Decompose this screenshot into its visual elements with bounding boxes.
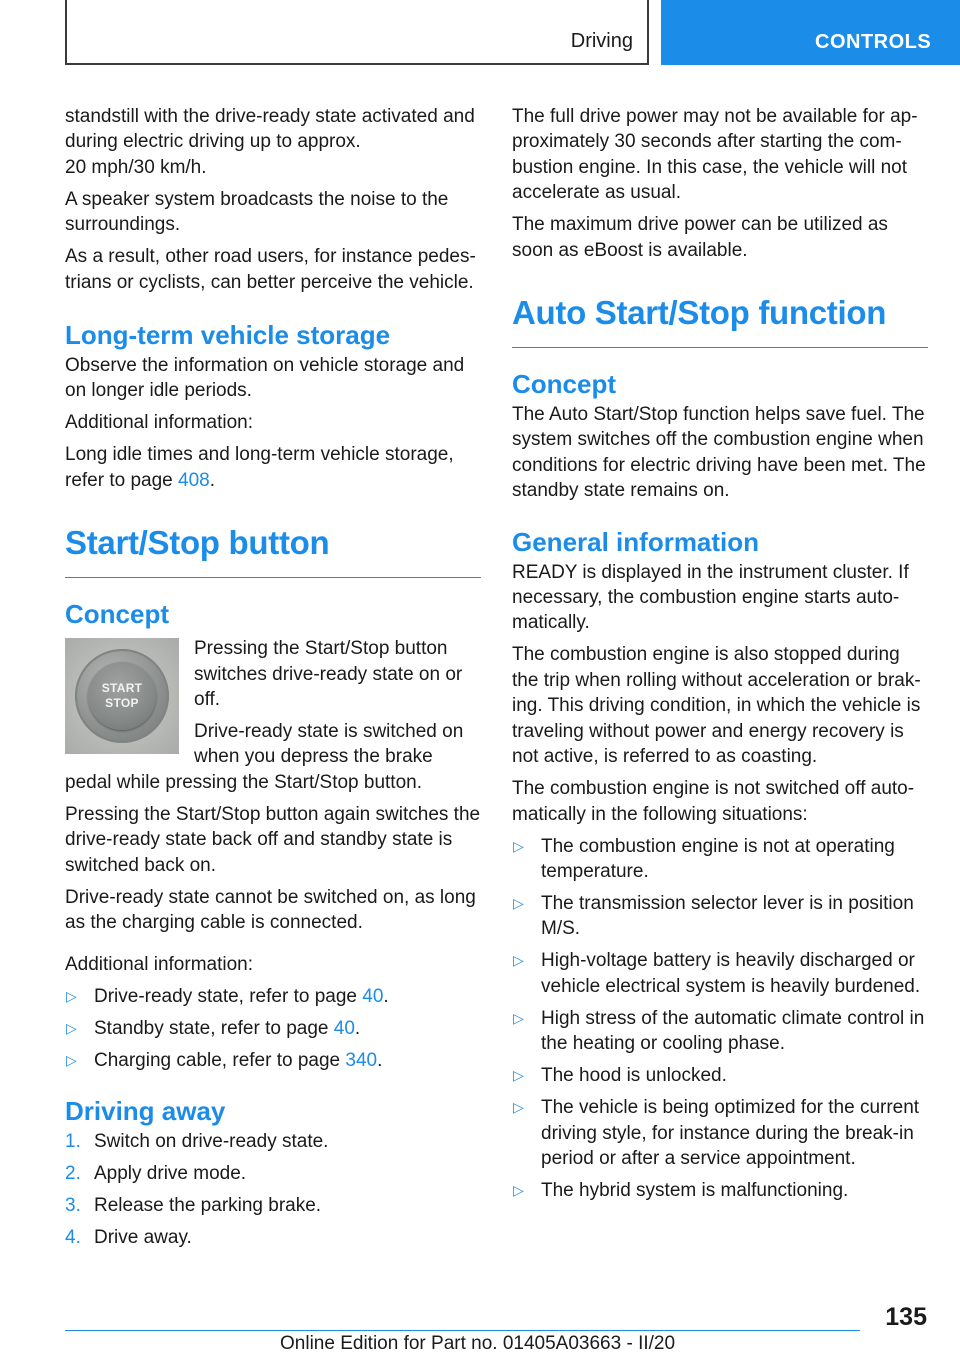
power-paragraph-1: The full drive power may not be available for approximately 30 seconds after starting the combustion engine. In this case, the vehicle will not accelerate as usual. — [512, 106, 918, 204]
situation-text: The combustion engine is not at operating temperature. — [541, 835, 895, 882]
storage-ref-text: Long idle times and long-term vehicle storage, refer to page — [65, 444, 454, 491]
header-chapter-title: CONTROLS — [815, 31, 932, 53]
step-text: Release the parking brake. — [94, 1194, 322, 1216]
footer-edition: Online Edition for Part no. 01405A03663 - II/20 — [280, 1333, 676, 1354]
step-number: 4. — [65, 1226, 81, 1248]
list-item — [512, 1095, 928, 1171]
situation-text: The hybrid system is malfunctioning. — [541, 1179, 849, 1201]
list-item: ▷ Drive-ready state, refer to page 40. — [65, 984, 481, 1009]
left-column — [65, 104, 481, 1257]
page-link-40[interactable]: 40 — [333, 1017, 355, 1039]
step-number: 3. — [65, 1194, 81, 1216]
footer-divider — [65, 1330, 860, 1331]
reference-list — [65, 984, 481, 1073]
button-label-start: START — [101, 681, 143, 696]
list-item — [65, 1225, 481, 1250]
additional-info-label: Additional information: — [65, 953, 253, 975]
concept-paragraph-4: Drive-ready state cannot be switched on, as long as the charging cable is connected. — [65, 886, 476, 934]
general-information-heading: General information — [512, 526, 760, 557]
power-paragraph-2: The maximum drive power can be utilized as soon as eBoost is available. — [512, 214, 888, 261]
step-number: 1. — [65, 1130, 81, 1152]
situation-text: The transmission selector lever is in position M/S. — [541, 892, 914, 940]
triangle-bullet-icon: ▷ — [513, 894, 524, 911]
list-item: ▷ Standby state, refer to page 40. — [65, 1016, 481, 1041]
ref-text: Drive-ready state, refer to page — [94, 985, 363, 1007]
concept-paragraph-3: Pressing the Start/Stop button again switches the drive-ready state back off and standby state is switched back on. — [65, 803, 481, 876]
button-label-stop: STOP — [105, 696, 139, 711]
triangle-bullet-icon: ▷ — [66, 1019, 77, 1036]
auto-start-stop-heading: Auto Start/Stop function — [512, 293, 928, 348]
triangle-bullet-icon: ▷ — [513, 1099, 524, 1116]
list-item — [65, 1193, 481, 1218]
step-text: Switch on drive-ready state. — [94, 1130, 329, 1152]
header-chapter-tab — [661, 0, 960, 65]
concept-paragraph-1: Pressing the Start/Stop button switches drive-ready state on or off. — [194, 638, 463, 711]
triangle-bullet-icon: ▷ — [513, 1181, 524, 1198]
step-text: Drive away. — [94, 1226, 192, 1248]
triangle-bullet-icon: ▷ — [513, 837, 524, 854]
intro-paragraph-2: A speaker system broadcasts the noise to the surroundings. — [65, 188, 449, 236]
header-section-box — [65, 0, 649, 65]
triangle-bullet-icon: ▷ — [66, 987, 77, 1004]
storage-heading: Long-term vehicle storage — [65, 320, 391, 351]
situations-list — [512, 834, 928, 1204]
list-item — [512, 1063, 928, 1088]
start-stop-button-image — [65, 638, 179, 754]
situation-text: High stress of the automatic climate control in the heating or cooling phase. — [541, 1007, 925, 1055]
triangle-bullet-icon: ▷ — [513, 1067, 524, 1084]
general-paragraph-1: READY is displayed in the instrument cluster. If necessary, the combustion engine starts automatically. — [512, 561, 909, 634]
storage-paragraph-2: Additional information: — [65, 412, 253, 434]
auto-concept-heading: Concept — [512, 369, 616, 400]
list-item: ▷ Charging cable, refer to page 340. — [65, 1048, 481, 1073]
list-item — [512, 834, 928, 885]
header-section-title: Driving — [570, 30, 633, 52]
page-link-340[interactable]: 340 — [345, 1049, 378, 1071]
triangle-bullet-icon: ▷ — [513, 1009, 524, 1026]
list-item — [512, 1178, 928, 1203]
auto-concept-paragraph: The Auto Start/Stop function helps save fuel. The system switches off the combustion engine when conditions for electric driving have been met. The standby state remains on. — [512, 404, 926, 502]
intro-text-1: standstill with the drive-ready state activated and during electric driving up to approx. — [65, 106, 475, 153]
list-item — [65, 1129, 481, 1154]
intro-paragraph-1 — [65, 104, 481, 180]
driving-away-heading: Driving away — [65, 1095, 226, 1126]
list-item — [65, 1161, 481, 1186]
triangle-bullet-icon: ▷ — [66, 1051, 77, 1068]
start-stop-button-face — [88, 662, 156, 730]
step-text: Apply drive mode. — [94, 1162, 247, 1184]
triangle-bullet-icon: ▷ — [513, 952, 524, 969]
right-column — [512, 104, 928, 1210]
list-item — [512, 1006, 928, 1057]
list-item — [512, 948, 928, 999]
concept-paragraph-2: Drive-ready state is switched on when you depress the brake pedal while pressing the Start/Stop button. — [65, 721, 464, 793]
storage-paragraph-1: Observe the information on vehicle storage and on longer idle periods. — [65, 355, 465, 402]
page-number: 135 — [885, 1303, 927, 1331]
ref-text: Charging cable, refer to page — [94, 1049, 346, 1071]
list-item — [512, 891, 928, 942]
page-link-40[interactable]: 40 — [362, 985, 384, 1007]
general-paragraph-3: The combustion engine is not switched off automatically in the following situations: — [512, 778, 915, 825]
intro-paragraph-3: As a result, other road users, for instance pedestrians or cyclists, can better perceive the vehicle. — [65, 246, 476, 293]
concept-heading: Concept — [65, 599, 169, 630]
ref-text: Standby state, refer to page — [94, 1017, 334, 1039]
situation-text: High-voltage battery is heavily discharged or vehicle electrical system is heavily burdened. — [541, 950, 921, 997]
driving-steps-list — [65, 1129, 481, 1250]
step-number: 2. — [65, 1162, 81, 1184]
intro-text-1b: 20 mph/30 km/h. — [65, 156, 207, 178]
situation-text: The hood is unlocked. — [541, 1065, 727, 1087]
start-stop-button-ring — [75, 649, 169, 743]
startstop-heading: Start/Stop button — [65, 523, 481, 578]
page-link-408[interactable]: 408 — [178, 469, 210, 491]
general-paragraph-2: The combustion engine is also stopped during the trip when rolling without acceleration or braking. This driving condition, in which the vehicle is traveling without power and energy recovery is not active, is referred to as coasting. — [512, 644, 921, 768]
situation-text: The vehicle is being optimized for the current driving style, for instance during the break-in period or after a service appointment. — [541, 1097, 920, 1169]
storage-paragraph-3: Long idle times and long-term vehicle storage, refer to page 408. — [65, 444, 454, 491]
